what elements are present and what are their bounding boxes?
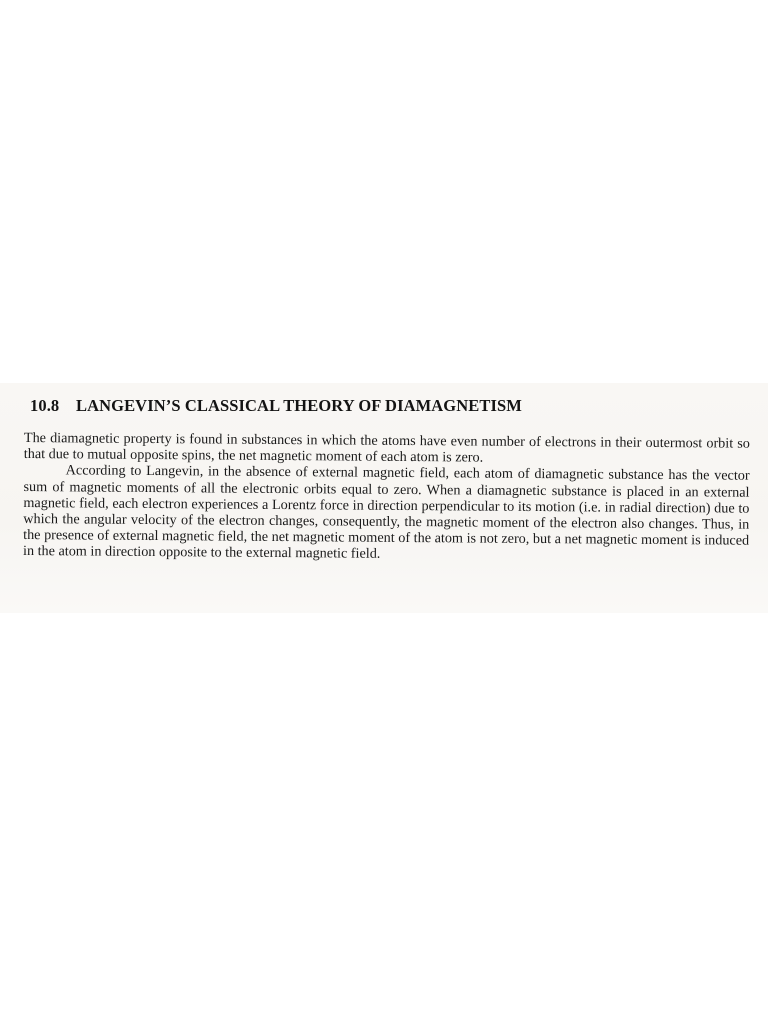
paragraph-langevin: According to Langevin, in the absence of external magnetic field, each atom of diamagnetic substance has the vector sum of magnetic moments of all the electronic orbits equal to zero. When a diamagnetic substance is placed in an external magnetic field, each electron experiences a Lorentz force in direction perpendicular to its motion (i.e. in radial direction) due to which the angular velocity of the electron changes, consequently, the magnetic moment of the electron also changes. Thus, in the presence of external magnetic field, the net magnetic moment of the atom is not zero, but a net magnetic moment is induced in the atom in direction opposite to the external magnetic field. xyxy=(22,462,750,563)
paragraph-intro: The diamagnetic property is found in substances in which the atoms have even number of electrons in their outermost orbit so that due to mutual opposite spins, the net magnetic moment of each atom is zero. xyxy=(23,430,750,466)
section-heading xyxy=(30,396,750,416)
section-title: LANGEVIN’S CLASSICAL THEORY OF DIAMAGNETISM xyxy=(76,396,522,415)
section-number: 10.8 xyxy=(30,396,60,415)
section-body xyxy=(23,430,750,565)
